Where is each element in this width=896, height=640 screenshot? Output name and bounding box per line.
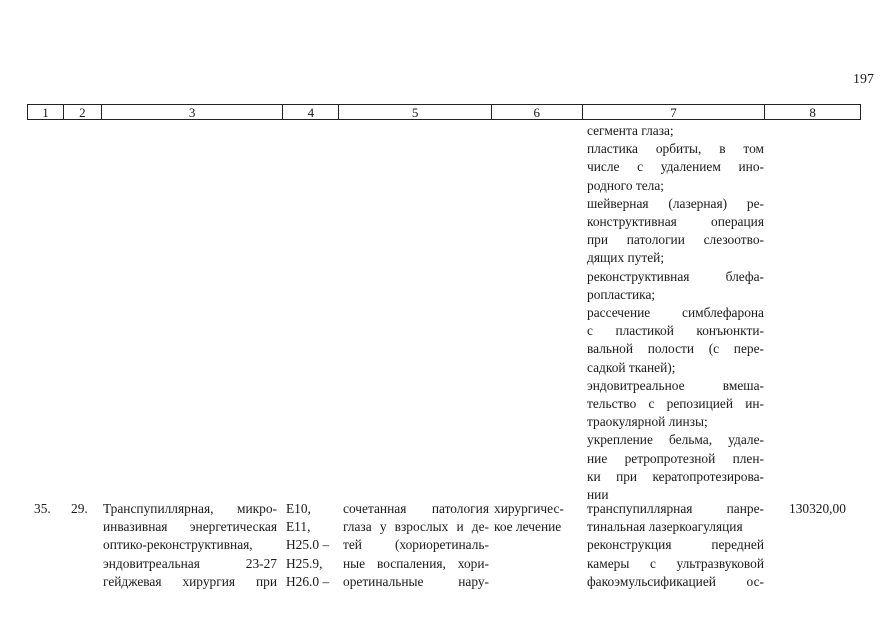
header-col-6: 6 [492, 105, 583, 119]
text-line: с пластикой конъюнкти- [587, 323, 764, 339]
header-col-3: 3 [102, 105, 284, 119]
text-line: транспупиллярная панре- [587, 501, 764, 516]
treatment-method-cell [587, 500, 764, 591]
text-line: E10, [286, 501, 311, 516]
page-number: 197 [853, 72, 874, 87]
text-line: эндовитреальное вмеша- [587, 377, 764, 393]
text-line: ние ретропротезной плен- [587, 450, 764, 466]
text-line: эндовитреальная 23-27 [103, 555, 277, 571]
header-col-8: 8 [809, 105, 816, 120]
text-line: факоэмульсификацией ос- [587, 573, 764, 589]
text-line: рассечение симблефарона [587, 305, 764, 321]
text-line: оптико-реконструктивная, [103, 537, 253, 553]
text-line: Транспупиллярная, микро- [103, 501, 277, 516]
header-col-1: 1 [28, 105, 64, 119]
text-line: шейверная (лазерная) ре- [587, 195, 764, 211]
treatment-type-cell [494, 500, 574, 536]
text-line: садкой тканей); [587, 359, 676, 375]
text-line: конструктивная операция [587, 214, 764, 230]
header-col-2: 2 [64, 105, 102, 119]
cost-cell: 130320,00 [789, 501, 846, 516]
text-line: укрепление бельма, удале- [587, 432, 764, 448]
text-line: реконструктивная блефа- [587, 268, 764, 284]
group-number: 29. [71, 501, 88, 516]
text-line: кое лечение [494, 519, 562, 535]
icd-codes-cell [286, 500, 338, 591]
text-line: тинальная лазеркоагуляция [587, 519, 743, 535]
text-line: H25.0 – [286, 537, 330, 553]
text-line: вальной полости (с пере- [587, 341, 764, 357]
care-type-cell [103, 500, 277, 591]
text-line: оретинальные нару- [343, 573, 489, 589]
text-line: числе с удалением ино- [587, 159, 764, 175]
text-line: нии [587, 487, 609, 503]
header-col-4: 4 [283, 105, 339, 119]
text-line: хирургичес- [494, 501, 564, 516]
text-line: тельство с репозицией ин- [587, 396, 764, 412]
header-col-5: 5 [339, 105, 492, 119]
text-line: реконструкция передней [587, 537, 764, 553]
patient-model-cell [343, 500, 489, 591]
text-line: камеры с ультразвуковой [587, 555, 764, 571]
text-line: гейджевая хирургия при [103, 573, 277, 589]
text-line: ропластика; [587, 286, 656, 302]
text-line: E11, [286, 519, 311, 535]
continued-treatment-methods [587, 122, 764, 504]
text-line: траокулярной линзы; [587, 414, 708, 430]
header-col-7: 7 [583, 105, 766, 119]
text-line: ные воспаления, хори- [343, 555, 489, 571]
text-line: при патологии слезоотво- [587, 232, 764, 248]
text-line: сегмента глаза; [587, 123, 674, 138]
text-line: родного тела; [587, 177, 665, 193]
text-line: H26.0 – [286, 573, 330, 589]
text-line: дящих путей; [587, 250, 665, 266]
text-line: пластика орбиты, в том [587, 141, 764, 157]
text-line: глаза у взрослых и де- [343, 519, 489, 535]
text-line: ки при кератопротезирова- [587, 468, 764, 484]
text-line: тей (хориоретиналь- [343, 537, 489, 553]
row-number: 35. [34, 501, 51, 516]
text-line: сочетанная патология [343, 501, 489, 516]
table-header-row [27, 104, 861, 120]
text-line: инвазивная энергетическая [103, 519, 277, 535]
text-line: H25.9, [286, 555, 323, 571]
